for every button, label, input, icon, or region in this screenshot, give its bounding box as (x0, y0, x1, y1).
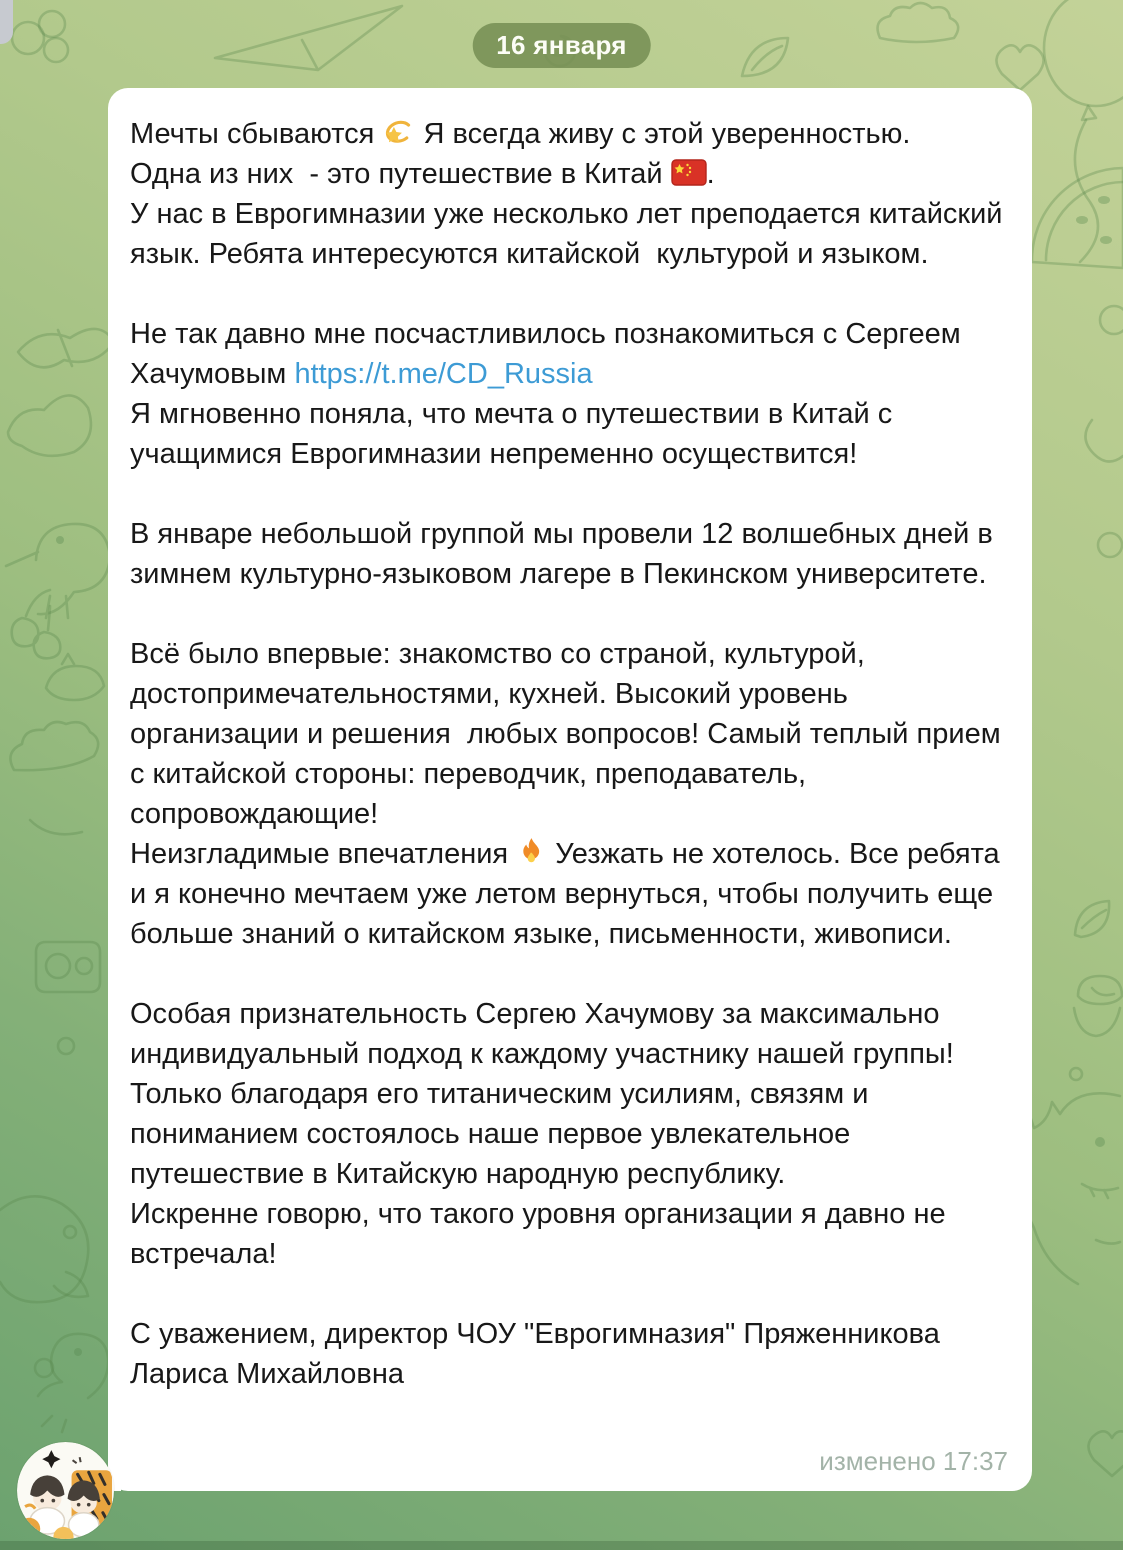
dizzy-emoji-icon (382, 115, 415, 148)
sender-avatar-artwork (17, 1442, 114, 1539)
message-text: Уезжать не хотелось. Все ребята и я конечно мечтаем уже летом вернуться, чтобы получить еще больше знаний о китайском языке, письменности, живописи. (130, 838, 1008, 950)
message-text: Особая признательность Сергею Хачумову за максимально индивидуальный подход к каждому участнику нашей группы! Только благодаря его титаническим усилиям, связям и пониманием состоялось наше первое увлекательное путешествие в Китайскую народную республику. (130, 998, 962, 1190)
bottom-edge-shadow (0, 1541, 1123, 1550)
message-text: Одна из них - это путешествие в Китай (130, 158, 671, 190)
message-text: Не так давно мне посчастливилось познакомиться с Сергеем Хачумовым (130, 318, 969, 390)
paragraph-2 (130, 314, 1010, 474)
china-flag-emoji-icon (671, 159, 707, 186)
date-badge-label: 16 января (496, 30, 627, 60)
paragraph-4 (130, 634, 1010, 954)
sender-avatar[interactable] (17, 1442, 114, 1539)
paragraph-3 (130, 514, 1010, 594)
message-line (130, 154, 1010, 194)
paragraph-6 (130, 1314, 1010, 1394)
message-text: Неизгладимые впечатления (130, 838, 517, 870)
message-bubble[interactable] (108, 88, 1032, 1491)
message-text: Я всегда живу с этой уверенностью. (415, 118, 911, 150)
message-line (130, 834, 1010, 954)
message-text: В январе небольшой группой мы провели 12 волшебных дней в зимнем культурно-языковом лагере в Пекинском университете. (130, 518, 1001, 590)
message-text: Искренне говорю, что такого уровня организации я давно не встречала! (130, 1198, 954, 1270)
message-text: . (706, 158, 715, 190)
edited-timestamp: изменено 17:37 (819, 1446, 1008, 1476)
message-line (130, 514, 1010, 594)
paragraph-1 (130, 114, 1010, 274)
message-text: Всё было впервые: знакомство со страной, культурой, достопримечательностями, кухней. Высокий уровень организации и решения любых вопросов! Самый теплый прием с китайской стороны: переводчик, преподаватель, сопровождающие! (130, 638, 1009, 830)
message-line (130, 1194, 1010, 1274)
message-line (130, 194, 1010, 274)
date-badge[interactable] (472, 23, 651, 68)
message-line (130, 994, 1010, 1194)
telegram-channel-link[interactable]: https://t.me/CD_Russia (294, 358, 593, 390)
paragraph-5 (130, 994, 1010, 1274)
message-line (130, 394, 1010, 474)
message-text: У нас в Еврогимназии уже несколько лет преподается китайский язык. Ребята интересуются китайской культурой и языком. (130, 198, 1011, 270)
message-line (130, 1314, 1010, 1394)
message-text: Я мгновенно поняла, что мечта о путешествии в Китай с учащимися Еврогимназии непременно осуществится! (130, 398, 901, 470)
previous-message-edge (0, 0, 13, 44)
message-text: Мечты сбываются (130, 118, 383, 150)
fire-emoji-icon (516, 835, 547, 868)
message-line (130, 314, 1010, 394)
message-text: С уважением, директор ЧОУ "Еврогимназия" Пряженникова Лариса Михайловна (130, 1318, 948, 1390)
message-line (130, 114, 1010, 154)
message-line (130, 634, 1010, 834)
